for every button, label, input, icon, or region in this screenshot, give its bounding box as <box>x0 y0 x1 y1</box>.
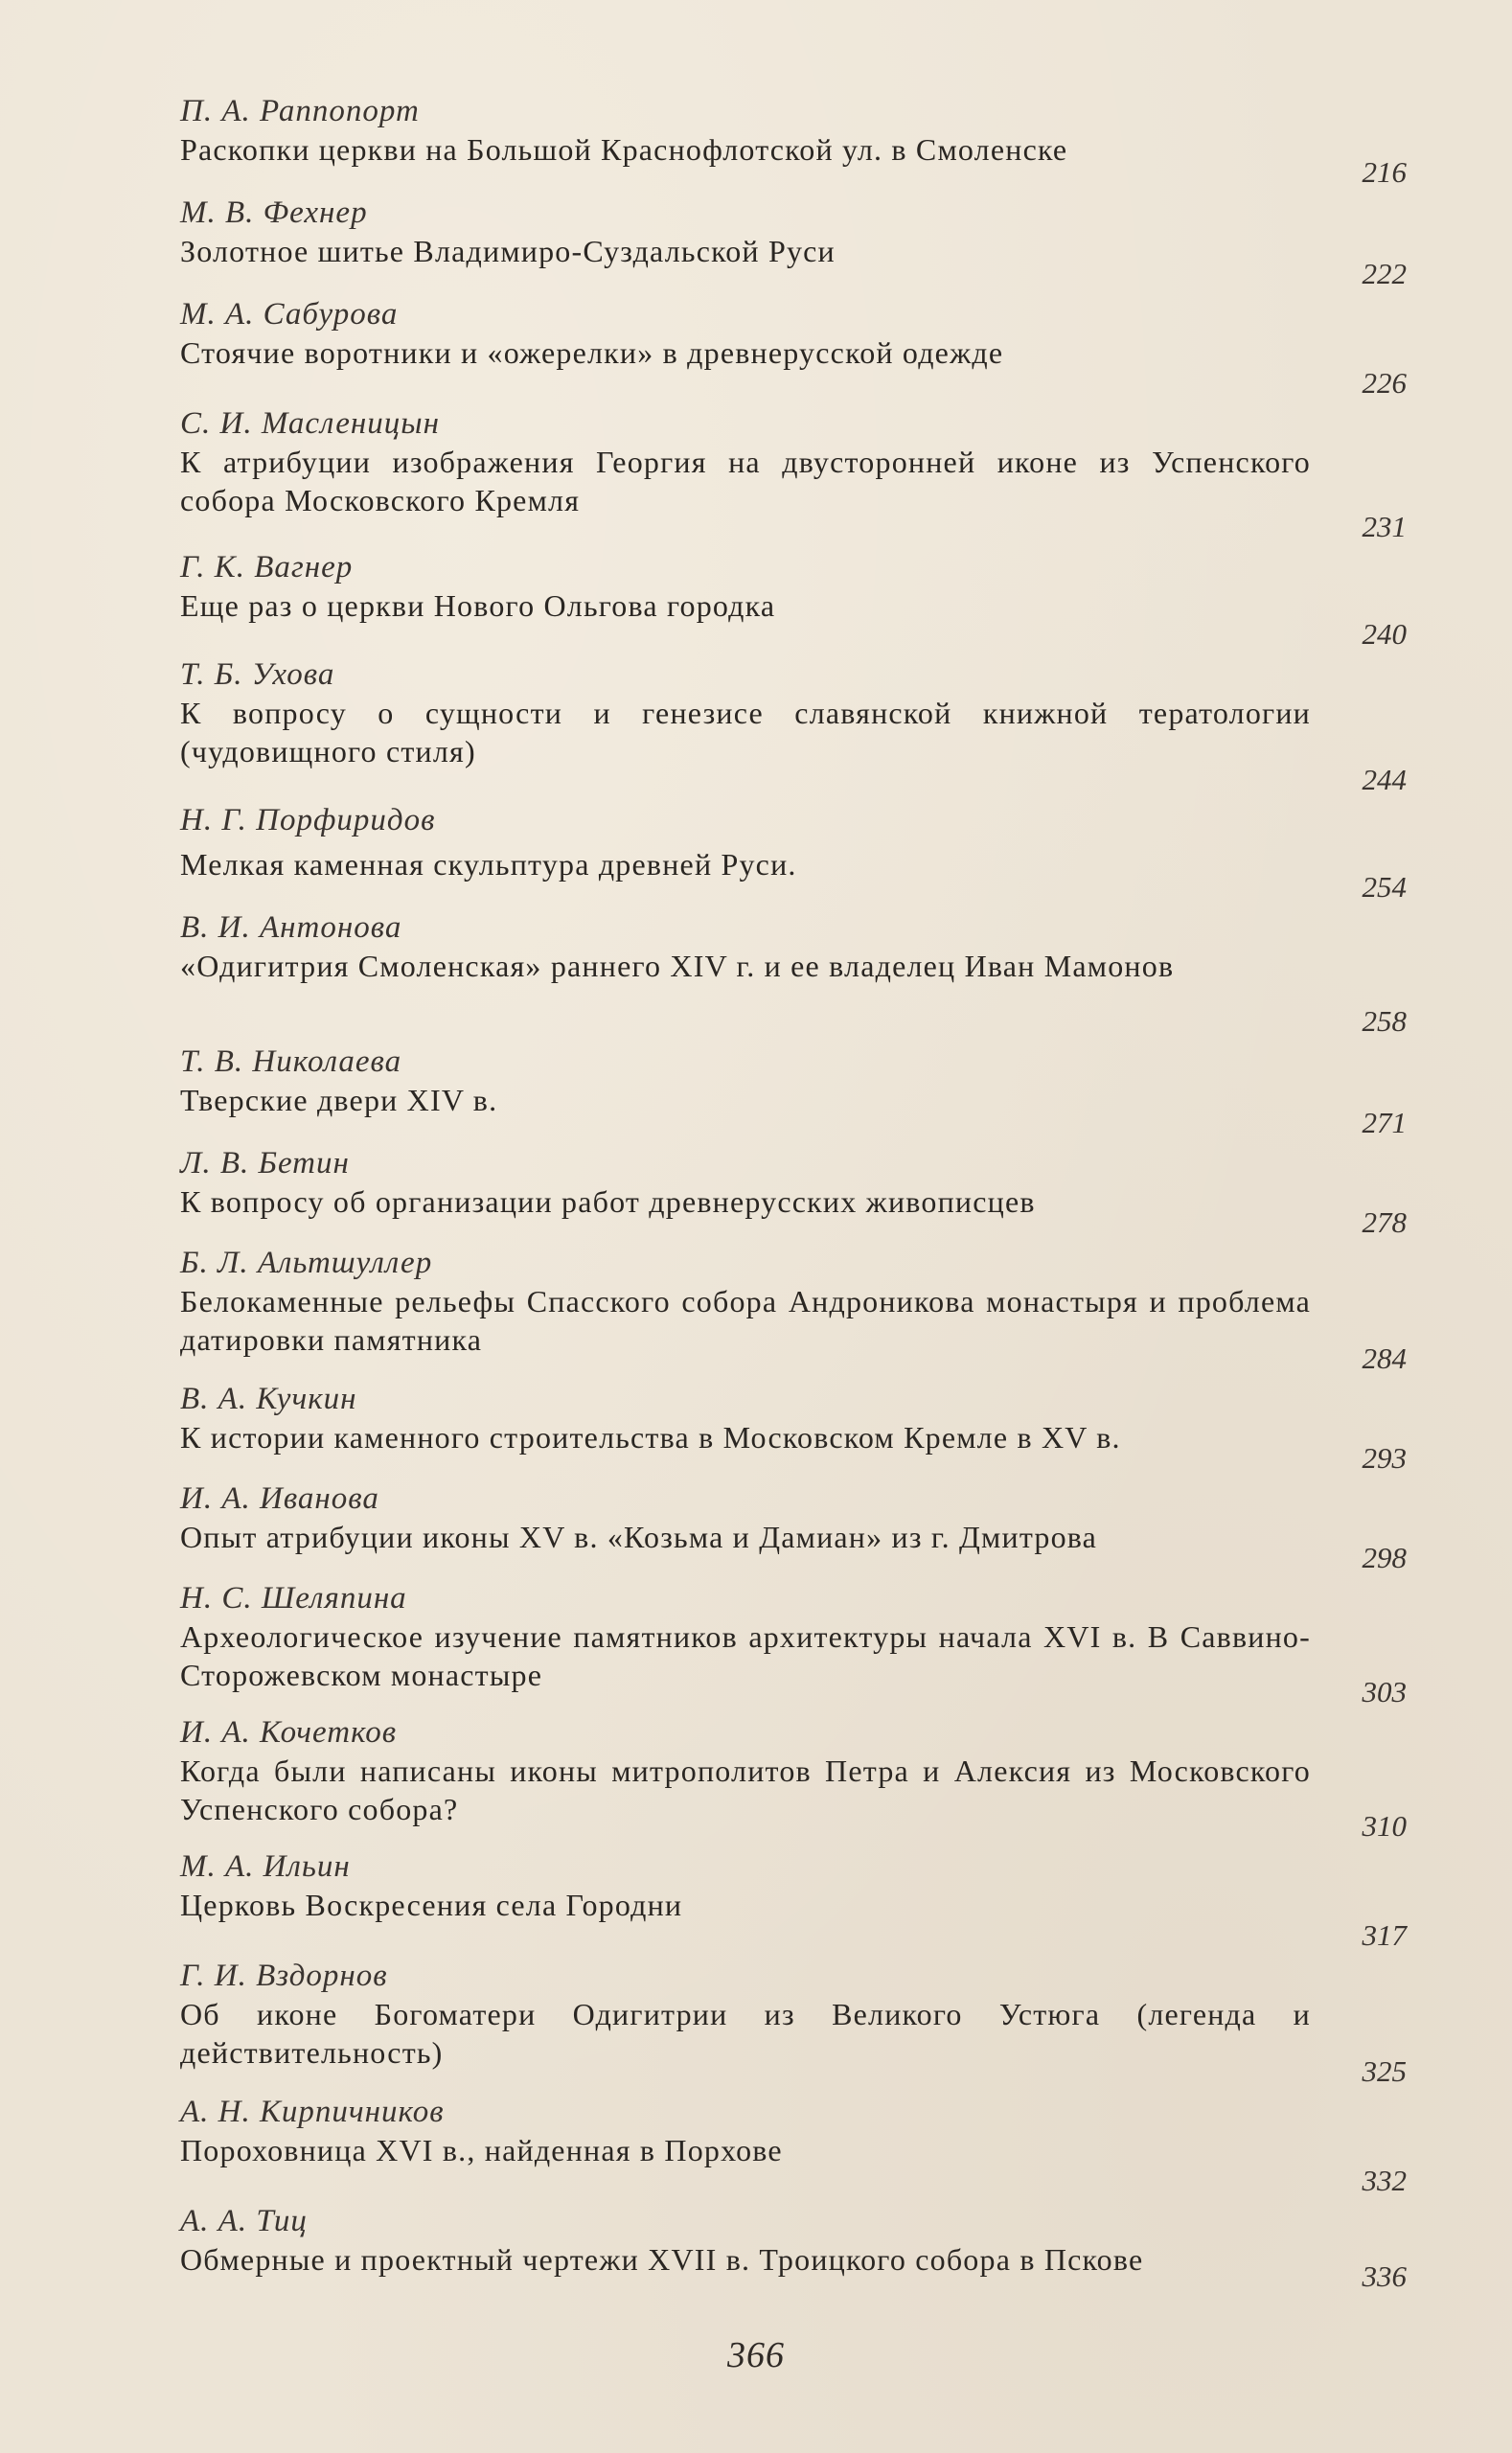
entry-page-number: 231 <box>1362 510 1407 543</box>
entry-author: П. А. Раппопорт <box>180 94 420 128</box>
entry-title: Мелкая каменная скульптура древней Руси. <box>180 847 797 882</box>
toc-entry <box>180 2093 1426 2202</box>
entry-page-number: 226 <box>1362 366 1407 400</box>
entry-title: Золотное шитье Владимиро-Суздальской Руси <box>180 234 836 268</box>
toc-entry <box>180 1957 1426 2093</box>
entry-author: М. В. Фехнер <box>180 195 368 230</box>
entry-title: Тверские двери XIV в. <box>180 1083 498 1117</box>
toc-entry <box>180 655 1426 801</box>
entry-page-number: 244 <box>1362 763 1407 796</box>
entry-title: Стоячие воротники и «ожерелки» в древнерусской одежде <box>180 335 1004 370</box>
entry-title: Белокаменные рельефы Спасского собора Андроникова монастыря и проблема датировки памятника <box>180 1284 1311 1357</box>
entry-page-number: 336 <box>1362 2259 1407 2293</box>
table-of-contents <box>180 92 1426 2298</box>
entry-title: К вопросу о сущности и генезисе славянской книжной тератологии (чудовищного стиля) <box>180 696 1311 768</box>
entry-author: Т. В. Николаева <box>180 1044 402 1079</box>
entry-author: Л. В. Бетин <box>180 1146 350 1181</box>
toc-entry <box>180 908 1426 1043</box>
entry-title: Раскопки церкви на Большой Краснофлотской ул. в Смоленске <box>180 132 1068 167</box>
entry-title: Когда были написаны иконы митрополитов Петра и Алексия из Московского Успенского собора? <box>180 1754 1311 1826</box>
toc-entry <box>180 1847 1426 1957</box>
entry-author: В. И. Антонова <box>180 910 402 945</box>
toc-entry <box>180 1579 1426 1713</box>
toc-entry <box>180 1479 1426 1579</box>
toc-entry <box>180 1144 1426 1244</box>
entry-title: К вопросу об организации работ древнерусских живописцев <box>180 1184 1036 1219</box>
entry-page-number: 216 <box>1362 155 1407 189</box>
toc-entry <box>180 2202 1426 2298</box>
entry-page-number: 240 <box>1362 617 1407 651</box>
toc-entry <box>180 1380 1426 1479</box>
entry-author: Б. Л. Альтшуллер <box>180 1246 433 1280</box>
entry-title: Обмерные и проектный чертежи XVII в. Троицкого собора в Пскове <box>180 2242 1144 2277</box>
entry-author: Н. Г. Порфиридов <box>180 803 436 837</box>
entry-author: А. А. Тиц <box>180 2204 308 2238</box>
entry-title: Археологическое изучение памятников архитектуры начала XVI в. В Саввино-Сторожевском монастыре <box>180 1619 1311 1692</box>
entry-author: С. И. Масленицын <box>180 406 440 441</box>
entry-title: Об иконе Богоматери Одигитрии из Великого Устюга (легенда и действительность) <box>180 1997 1311 2070</box>
toc-entry <box>180 194 1426 295</box>
entry-title: Опыт атрибуции иконы XV в. «Козьма и Дамиан» из г. Дмитрова <box>180 1520 1098 1554</box>
entry-page-number: 325 <box>1362 2054 1407 2088</box>
entry-title: К истории каменного строительства в Московском Кремле в XV в. <box>180 1420 1121 1455</box>
entry-page-number: 258 <box>1362 1004 1407 1038</box>
entry-title: К атрибуции изображения Георгия на двусторонней иконе из Успенского собора Московского Кремля <box>180 445 1311 517</box>
toc-entry <box>180 1244 1426 1380</box>
entry-title: Еще раз о церкви Нового Ольгова городка <box>180 588 776 623</box>
entry-title: «Одигитрия Смоленская» раннего XIV г. и ее владелец Иван Мамонов <box>180 949 1175 983</box>
entry-page-number: 284 <box>1362 1341 1407 1375</box>
entry-author: Н. С. Шеляпина <box>180 1581 407 1616</box>
toc-entry <box>180 404 1426 548</box>
toc-entry <box>180 1043 1426 1144</box>
entry-page-number: 317 <box>1362 1918 1407 1952</box>
entry-author: Т. Б. Ухова <box>180 657 335 692</box>
entry-author: В. А. Кучкин <box>180 1382 357 1416</box>
entry-page-number: 278 <box>1362 1205 1407 1239</box>
entry-author: М. А. Ильин <box>180 1849 351 1884</box>
entry-author: А. Н. Кирпичников <box>180 2095 445 2129</box>
entry-author: И. А. Иванова <box>180 1481 379 1516</box>
toc-entry <box>180 1713 1426 1847</box>
entry-author: Г. К. Вагнер <box>180 550 354 585</box>
toc-entry <box>180 548 1426 655</box>
entry-page-number: 303 <box>1362 1675 1407 1708</box>
entry-page-number: 298 <box>1362 1541 1407 1574</box>
entry-author: И. А. Кочетков <box>180 1715 398 1750</box>
entry-author: М. А. Сабурова <box>180 297 399 332</box>
entry-page-number: 271 <box>1362 1106 1407 1139</box>
entry-title: Церковь Воскресения села Городни <box>180 1888 683 1922</box>
entry-page-number: 293 <box>1362 1441 1407 1475</box>
toc-entry <box>180 92 1426 194</box>
entry-author: Г. И. Вздорнов <box>180 1959 388 1993</box>
toc-entry <box>180 801 1426 908</box>
entry-page-number: 222 <box>1362 257 1407 290</box>
page-folio-number: 366 <box>727 2335 785 2375</box>
toc-entry <box>180 295 1426 404</box>
entry-page-number: 254 <box>1362 870 1407 904</box>
entry-page-number: 332 <box>1362 2164 1407 2197</box>
entry-page-number: 310 <box>1362 1809 1407 1843</box>
entry-title: Пороховница XVI в., найденная в Порхове <box>180 2133 783 2167</box>
